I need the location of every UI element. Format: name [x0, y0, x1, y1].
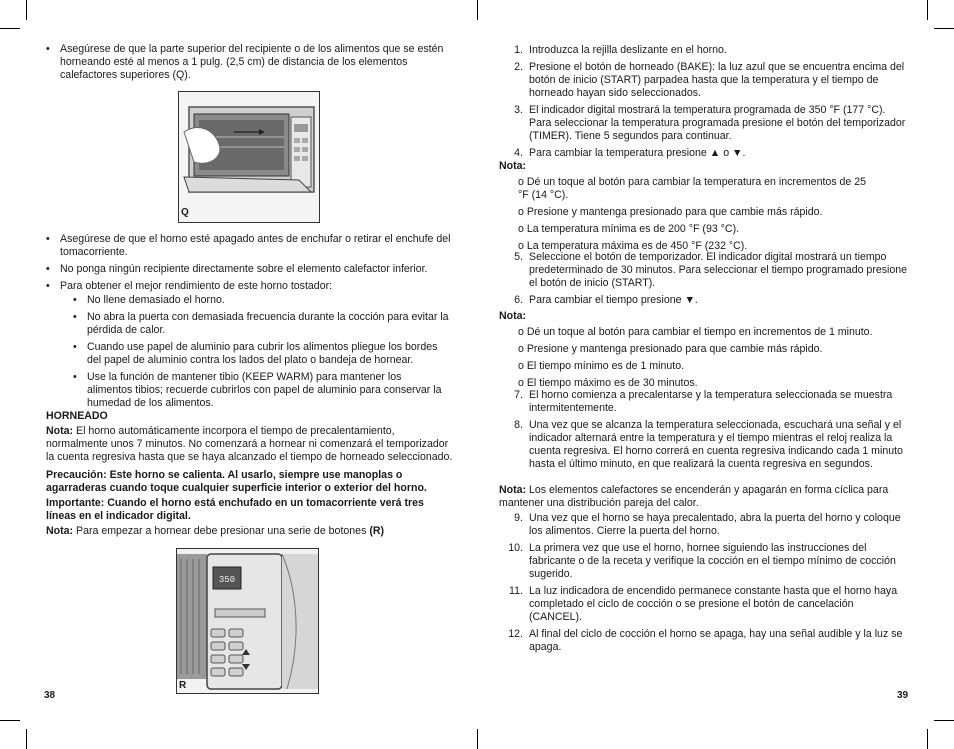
step-text: Para cambiar la temperatura presione ▲ o ▼.: [529, 147, 746, 159]
nota-option: o Presione y mantenga presionado para que cambie más rápido.: [518, 206, 823, 218]
nota-text: Los elementos calefactores se encenderán y apagarán en forma cíclica para mantener una distribución pareja del calor.: [499, 484, 889, 509]
step-number: 2.: [514, 61, 523, 73]
step-text: La primera vez que use el horno, hornee siguiendo las instrucciones del fabricante o de la receta y verifique la cocción en el tiempo mínimo de cocción sugerido.: [529, 542, 896, 580]
bullet-item: • Para obtener el mejor rendimiento de este horno tostador:: [60, 280, 455, 293]
figure-r-label: R: [179, 680, 187, 691]
nota-paragraph-2: [46, 525, 456, 538]
numbered-step: [514, 294, 909, 307]
nota-text: Para empezar a hornear debe presionar una serie de botones: [73, 525, 370, 537]
figure-q-label: Q: [181, 207, 189, 218]
step-text: Una vez que se alcanza la temperatura seleccionada, escuchará una señal y el indicador alternará entre la temperatura y el tiempo mientras el reloj realiza la cuenta regresiva. El horno correrá en cuenta regresiva indicando cada 1 minuto hasta el último minuto, en que realizará la cuenta regresiva en segundos.: [529, 419, 903, 470]
numbered-step: [514, 61, 909, 100]
step-text: Presione el botón de horneado (BAKE): la luz azul que se encuentra encima del botón de inicio (START) parpadea hasta que la temperatura y el tiempo de horneado hayan sido seleccionados.: [529, 61, 905, 99]
numbered-step: [514, 251, 909, 290]
step-text: Introduzca la rejilla deslizante en el horno.: [529, 44, 727, 56]
nota-label: Nota:: [46, 525, 74, 537]
numbered-step: [508, 542, 909, 581]
step-number: 8.: [514, 419, 523, 431]
page-number: 38: [44, 690, 56, 701]
step-number: 1.: [514, 44, 523, 56]
step-number: 4.: [514, 147, 523, 159]
nota-label: Nota:: [499, 160, 527, 172]
step-number: 11.: [509, 585, 523, 597]
right-page: [477, 0, 954, 749]
nota-option: o El tiempo máximo es de 30 minutos.: [518, 377, 698, 389]
nota-option: o La temperatura mínima es de 200 °F (93 °C).: [518, 223, 740, 235]
step-number: 3.: [514, 104, 523, 116]
step-number: 9.: [514, 512, 523, 524]
bullet-item: • Asegúrese de que el horno esté apagado antes de enchufar o retirar el enchufe del tomacorriente.: [60, 233, 455, 259]
bullet-list: [60, 233, 455, 297]
step-number: 7.: [514, 389, 523, 401]
step-text: La luz indicadora de encendido permanece constante hasta que el horno haya completado el ciclo de cocción o se presione el botón de cancelación (CANCEL).: [529, 585, 898, 623]
sub-bullet-item: • No abra la puerta con demasiada frecuencia durante la cocción para evitar la pérdida de calor.: [87, 311, 449, 337]
step-number: 12.: [508, 628, 523, 640]
sub-bullet-item: • Cuando use papel de aluminio para cubrir los alimentos pliegue los bordes del papel de aluminio contra los lados del plato o bandeja de hornear.: [87, 341, 449, 367]
figure-reference: (R): [369, 525, 385, 537]
steps-list-b: [514, 251, 909, 311]
numbered-step: [514, 419, 909, 471]
step-text: Una vez que el horno se haya precalentado, abra la puerta del horno y coloque los alimentos. Cierre la puerta del horno.: [529, 512, 901, 537]
nota-label: Nota:: [499, 310, 527, 322]
figure-r-control-panel: [176, 548, 319, 694]
step-number: 6.: [514, 294, 523, 306]
numbered-step: [514, 389, 909, 415]
top-bullet: [60, 43, 445, 86]
figure-q-oven-rack: [178, 91, 320, 223]
digital-display: 350: [218, 575, 236, 585]
page-number: 39: [897, 690, 909, 701]
section-heading: HORNEADO: [46, 410, 108, 422]
nota-paragraph-1: [46, 425, 456, 464]
nota-option: o Presione y mantenga presionado para que cambie más rápido.: [518, 343, 823, 355]
step-text: El indicador digital mostrará la temperatura programada de 350 °F (177 °C). Para seleccionar la temperatura programada presione el botón del temporizador (TIMER). Tiene 5 segundos para continuar.: [529, 104, 906, 142]
numbered-step: [514, 512, 909, 538]
nota-option: o Dé un toque al botón para cambiar el tiempo en incrementos de 1 minuto.: [518, 326, 873, 338]
bullet-item: • Asegúrese de que la parte superior del recipiente o de los alimentos que se estén horneando esté al menos a 1 pulg. (2,5 cm) de distancia de los elementos calefactores superiores (Q).: [60, 43, 445, 82]
nota-paragraph-c: [499, 484, 909, 510]
steps-list-d: [508, 512, 909, 658]
nota-options-a: [518, 176, 898, 257]
nota-option: o Dé un toque al botón para cambiar la temperatura en incrementos de 25 °F (14 °C).: [518, 176, 867, 201]
nota-label: Nota:: [46, 425, 74, 437]
control-panel-illustration: [177, 549, 318, 693]
numbered-step: [508, 628, 909, 654]
nota-option: o La temperatura máxima es de 450 °F (232 °C).: [518, 240, 748, 252]
step-text: El horno comienza a precalentarse y la temperatura seleccionada se muestra intermitentemente.: [529, 389, 893, 414]
nota-option: o El tiempo mínimo es de 1 minuto.: [518, 360, 685, 372]
sub-bullet-list: [87, 294, 449, 414]
steps-list-c: [514, 389, 909, 475]
step-text: Seleccione el botón de temporizador. El indicador digital mostrará un tiempo predeterminado de 30 minutos. Para seleccionar el tiempo programado presione el botón de inicio (START).: [529, 251, 908, 289]
precaucion-paragraph: Precaución: Este horno se calienta. Al usarlo, siempre use manoplas o agarraderas cuando toque cualquier superficie interior o exterior del horno.: [46, 469, 427, 494]
nota-label: Nota:: [499, 484, 527, 496]
step-text: Al final del ciclo de cocción el horno se apaga, hay una señal audible y la luz se apaga.: [529, 628, 903, 653]
step-number: 10.: [508, 542, 523, 554]
steps-list-a: [514, 44, 909, 164]
numbered-step: [514, 44, 909, 57]
sub-bullet-item: • No llene demasiado el horno.: [87, 294, 449, 307]
bullet-item: • No ponga ningún recipiente directamente sobre el elemento calefactor inferior.: [60, 263, 455, 276]
oven-rack-illustration: [179, 92, 319, 222]
sub-bullet-item: • Use la función de mantener tibio (KEEP WARM) para mantener los alimentos tibios; recuerde cubrirlos con papel de aluminio para conservar la humedad de los alimentos.: [87, 371, 449, 410]
nota-options-b: [518, 326, 898, 394]
numbered-step: [509, 585, 909, 624]
nota-text: El horno automáticamente incorpora el tiempo de precalentamiento, normalmente unos 7 minutos. No comenzará a hornear ni comenzará el temporizador la cuenta regresiva hasta que se haya alcanzado el tiempo de horneado seleccionado.: [46, 425, 453, 463]
step-text: Para cambiar el tiempo presione ▼.: [529, 294, 698, 306]
numbered-step: [514, 147, 909, 160]
importante-paragraph: Importante: Cuando el horno está enchufado en un tomacorriente verá tres líneas en el indicador digital.: [46, 497, 424, 522]
step-number: 5.: [514, 251, 523, 263]
numbered-step: [514, 104, 909, 143]
